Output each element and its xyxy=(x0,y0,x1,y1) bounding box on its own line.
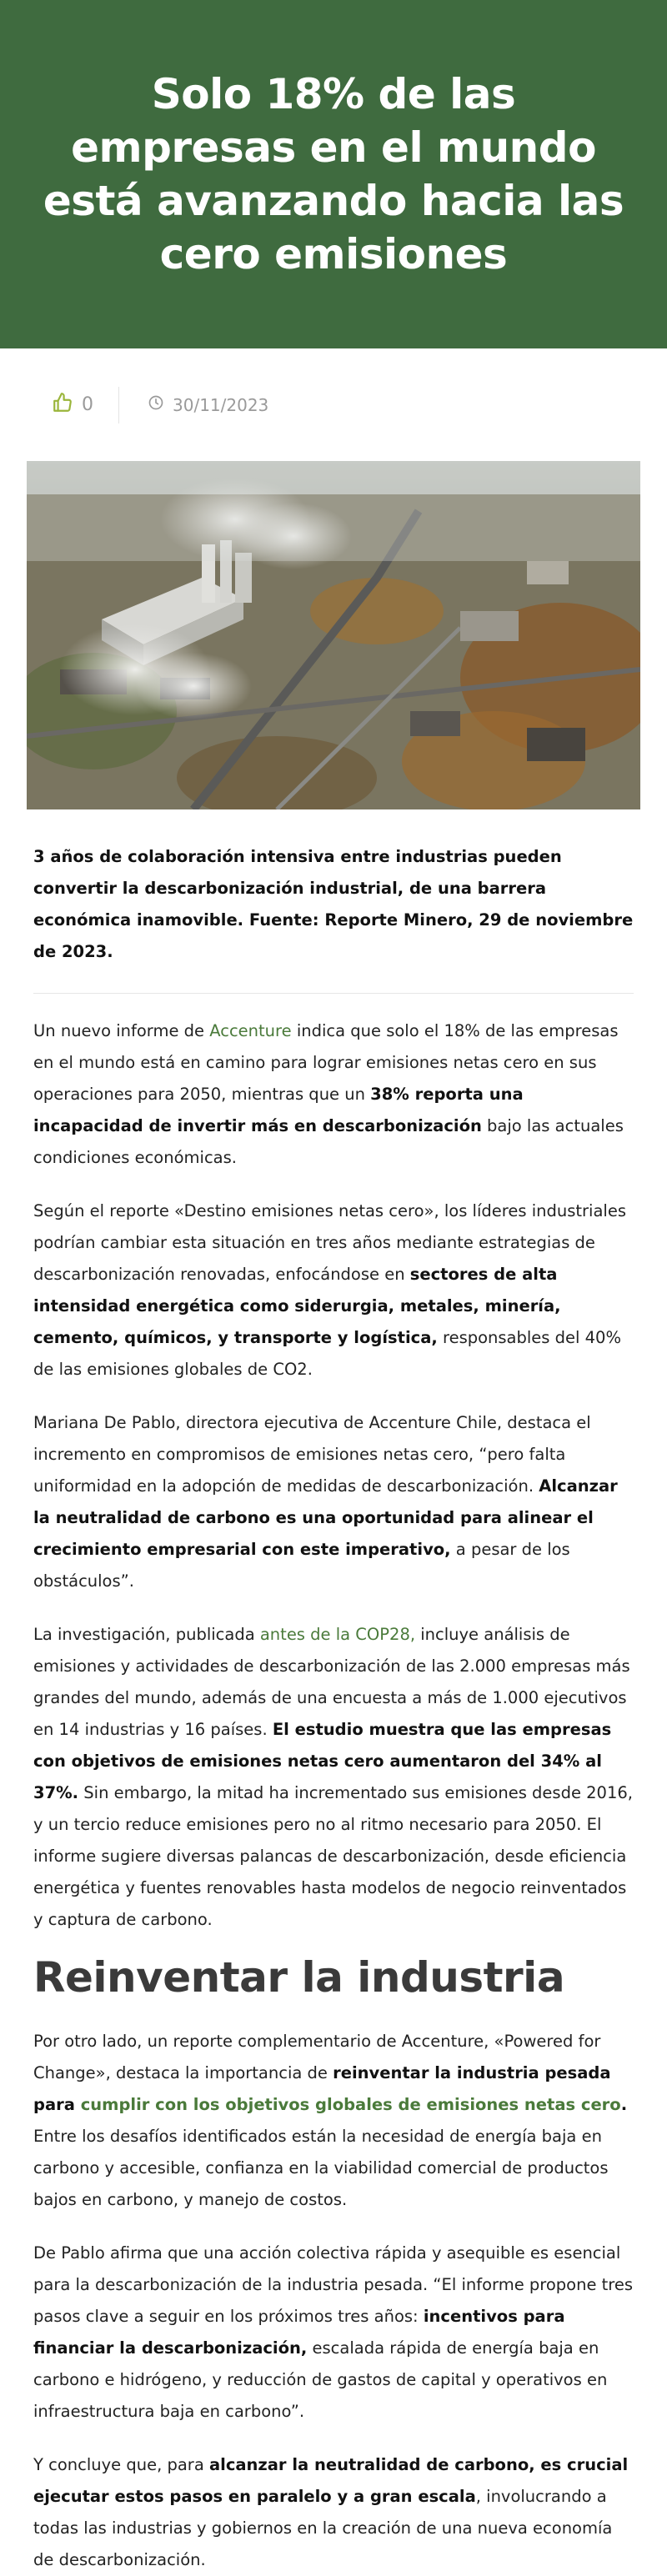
thumbs-up-icon xyxy=(52,392,82,418)
accenture-link[interactable]: Accenture xyxy=(209,1021,292,1040)
text: Un nuevo informe de xyxy=(33,1021,210,1040)
text: Y concluye que, para xyxy=(33,2455,209,2474)
bold-text: alcanzar la neutralidad de carbono, es crucial ejecutar estos pasos en paralelo y a gran escala xyxy=(33,2455,629,2506)
text: Por otro lado, un reporte complementario de Accenture, «Powered for Change», destaca la importancia de xyxy=(33,2032,601,2082)
paragraph-3 xyxy=(33,1407,634,1597)
article-body xyxy=(0,809,667,2576)
paragraph-4 xyxy=(33,1619,634,1936)
text: bajo las actuales condiciones económicas. xyxy=(33,1116,624,1167)
like-button[interactable] xyxy=(52,392,93,418)
hero-banner xyxy=(0,0,667,348)
text: escalada rápida de energía baja en carbono e hidrógeno, y reducción de gastos de capital y operativos en infraestructura baja en carbono”. xyxy=(33,2338,608,2421)
date-text: 30/11/2023 xyxy=(173,394,269,415)
text: Mariana De Pablo, directora ejecutiva de Accenture Chile, destaca el incremento en compromisos de emisiones netas cero, “pero falta uniformidad en la adopción de medidas de descarbonización. xyxy=(33,1413,591,1496)
text: Entre los desafíos identificados están la necesidad de energía baja en carbono y accesible, confianza en la viabilidad comercial de productos bajos en carbono, y manejo de costos. xyxy=(33,2127,609,2209)
objectives-link[interactable]: cumplir con los objetivos globales de emisiones netas cero xyxy=(80,2095,621,2114)
article-lead: 3 años de colaboración intensiva entre industrias pueden convertir la descarbonización industrial, de una barrera económica inamovible. Fuente: Reporte Minero, 29 de noviembre de 2023. xyxy=(33,809,634,994)
bold-text: El estudio muestra que las empresas con objetivos de emisiones netas cero aumentaron del 34% al 37%. xyxy=(33,1720,612,1802)
bold-text: 38% reporta una incapacidad de invertir más en descarbonización xyxy=(33,1085,524,1135)
section-heading: Reinventar la industria xyxy=(33,1953,565,2002)
industrial-plant-photo xyxy=(27,461,640,809)
paragraph-6 xyxy=(33,2238,634,2428)
text: , involucrando a todas las industrias y gobiernos en la creación de una nueva economía de descarbonización. xyxy=(33,2487,613,2569)
cop28-link[interactable]: antes de la COP28, xyxy=(259,1625,416,1644)
paragraph-7 xyxy=(33,2449,634,2576)
text: indica que solo el 18% de las empresas en el mundo está en camino para lograr emisiones netas cero en sus operaciones para 2050, mientras que un xyxy=(33,1021,619,1104)
clock-icon xyxy=(148,394,173,415)
paragraph-2 xyxy=(33,1195,634,1386)
post-meta xyxy=(0,348,667,461)
text: responsables del 40% de las emisiones globales de CO2. xyxy=(33,1328,621,1379)
bold-text: . xyxy=(620,2095,628,2114)
page-title: Solo 18% de las empresas en el mundo está avanzando hacia las cero emisiones xyxy=(43,70,624,278)
text: De Pablo afirma que una acción colectiva rápida y asequible es esencial para la descarbonización de la industria pesada. “El informe propone tres pasos clave a seguir en los próximos tres años: xyxy=(33,2243,634,2326)
text: Según el reporte «Destino emisiones netas cero», los líderes industriales podrían cambiar esta situación en tres años mediante estrategias de descarbonización renovadas, enfocándose en xyxy=(33,1201,626,1284)
text: incluye análisis de emisiones y actividades de descarbonización de las 2.000 empresas más grandes del mundo, además de una encuesta a más de 1.000 ejecutivos en 14 industrias y 16 países. xyxy=(33,1625,630,1739)
text: Sin embargo, la mitad ha incrementado sus emisiones desde 2016, y un tercio reduce emisiones pero no al ritmo necesario para 2050. El informe sugiere diversas palancas de descarbonización, desde eficiencia energética y fuentes renovables hasta modelos de negocio reinventados y captura de carbono. xyxy=(33,1783,633,1929)
bold-text: reinventar la industria pesada para xyxy=(33,2063,611,2114)
bold-text: sectores de alta intensidad energética como siderurgia, metales, minería, cemento, químicos, y transporte y logística, xyxy=(33,1265,561,1347)
like-count: 0 xyxy=(82,394,93,415)
featured-image xyxy=(27,461,640,809)
paragraph-5 xyxy=(33,2026,634,2216)
bold-text: incentivos para financiar la descarbonización, xyxy=(33,2307,565,2358)
post-date xyxy=(148,394,268,415)
text: a pesar de los obstáculos”. xyxy=(33,1540,570,1591)
bold-text: Alcanzar la neutralidad de carbono es una oportunidad para alinear el crecimiento empresarial con este imperativo, xyxy=(33,1476,618,1559)
meta-divider xyxy=(118,387,119,423)
text: La investigación, publicada xyxy=(33,1625,260,1644)
paragraph-1 xyxy=(33,1015,634,1174)
